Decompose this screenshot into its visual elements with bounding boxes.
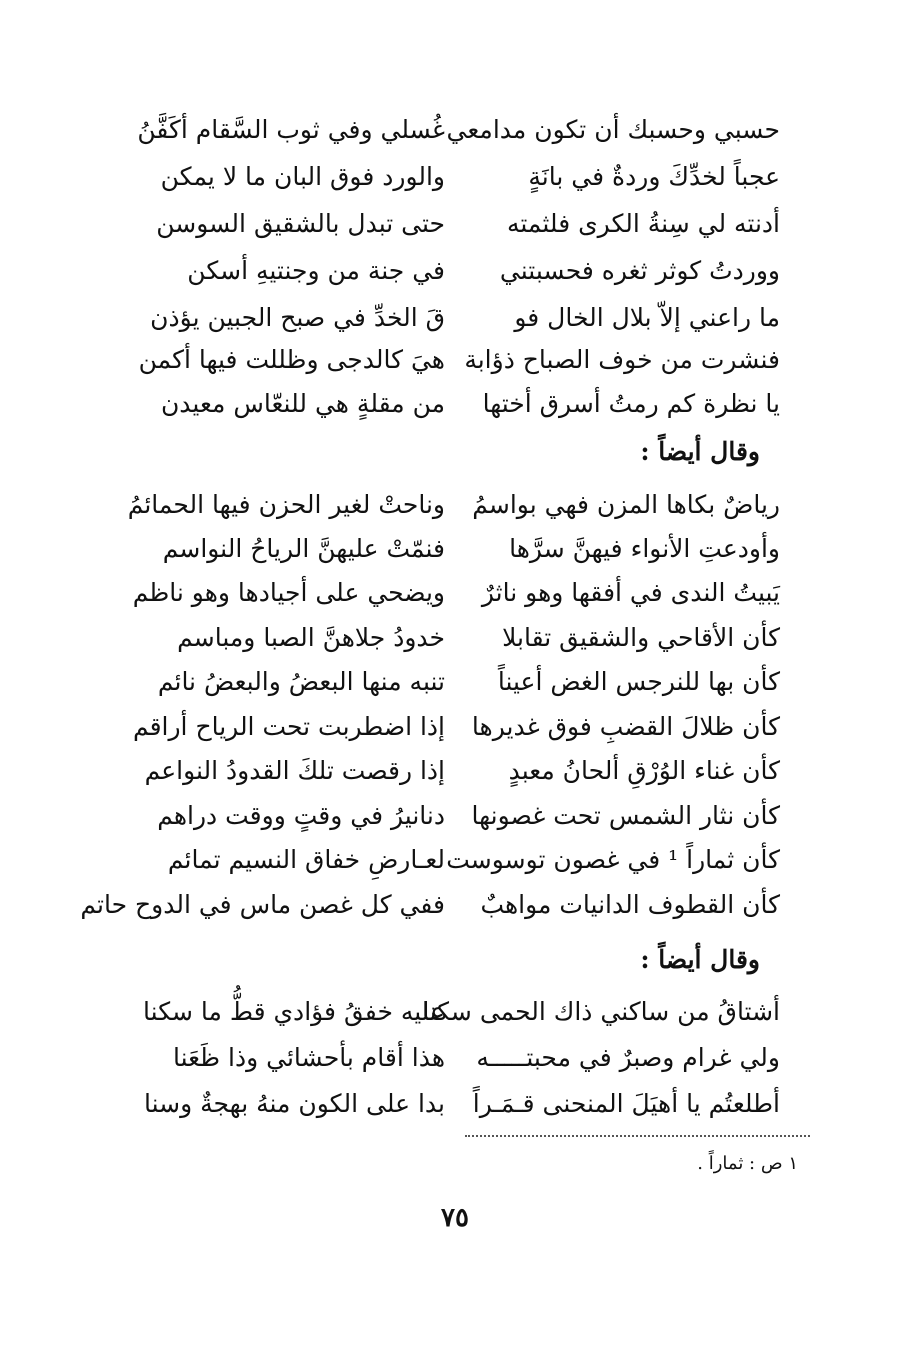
verse-second-hemistich: تنبه منها البعضُ والبعضُ نائم [157, 667, 445, 696]
verse-second-hemistich: دنانيرُ في وقتٍ ووقت دراهم [157, 801, 445, 830]
verse-second-hemistich: وناحتْ لغير الحزن فيها الحمائمُ [127, 490, 445, 519]
verse-first-hemistich: حسبي وحسبك أن تكون مدامعي [446, 115, 780, 144]
verse-second-hemistich: غُسلي وفي ثوب السَّقام أكَفَّنُ [137, 115, 445, 144]
verse-second-hemistich: هيَ كالدجى وظللت فيها أكمن [138, 345, 445, 374]
verse-first-hemistich: ما راعني إلاّ بلال الخال فو [514, 303, 780, 332]
verse-first-hemistich: أطلعتُم يا أهيَلَ المنحنى قـمَـراً [472, 1089, 780, 1118]
page-number: ٧٥ [441, 1203, 469, 1233]
verse-second-hemistich: حتى تبدل بالشقيق السوسن [156, 209, 445, 238]
verse-second-hemistich: فنمّتْ عليهنَّ الرياحُ النواسم [162, 534, 445, 563]
verse-first-hemistich: كأن الأقاحي والشقيق تقابلا [502, 623, 780, 652]
verse-second-hemistich: إذا رقصت تلكَ القدودُ النواعم [144, 756, 445, 785]
verse-first-hemistich: كأن ثماراً ¹ في غصون توسوست [446, 845, 780, 874]
verse-second-hemistich: ويضحي على أجيادها وهو ناظم [132, 578, 445, 607]
verse-second-hemistich: هذا أقام بأحشائي وذا ظَعَنا [172, 1043, 445, 1072]
verse-first-hemistich: كأن ظلالَ القضبِ فوق غديرها [471, 712, 780, 741]
verse-first-hemistich: يَبيتُ الندى في أفقها وهو ناثرٌ [481, 578, 780, 607]
verse-second-hemistich: في جنة من وجنتيهِ أسكن [187, 256, 445, 285]
verse-first-hemistich: فنشرت من خوف الصباح ذؤابة [464, 345, 780, 374]
verse-first-hemistich: كأن نثار الشمس تحت غصونها [471, 801, 780, 830]
verse-first-hemistich: عجباً لخدِّكَ وردةٌ في بانَةٍ [528, 162, 780, 191]
verse-second-hemistich: خدودُ جلاهنَّ الصبا ومباسم [177, 623, 445, 652]
section-intro: وقال أيضاً : [640, 945, 760, 974]
verse-second-hemistich: من مقلةٍ هي للنعّاس معيدن [160, 389, 445, 418]
verse-first-hemistich: كأن غناء الوُرْقِ ألحانُ معبدٍ [508, 756, 780, 785]
verse-first-hemistich: وأودعتِ الأنواء فيهنَّ سرَّها [509, 534, 780, 563]
section-intro: وقال أيضاً : [640, 437, 760, 466]
verse-first-hemistich: ولي غرام وصبرٌ في محبتـــــه [476, 1043, 780, 1072]
verse-first-hemistich: يا نظرة كم رمتُ أسرق أختها [482, 389, 780, 418]
verse-second-hemistich: بدا على الكون منهُ بهجةٌ وسنا [144, 1089, 445, 1118]
verse-second-hemistich: قَ الخدِّ في صبح الجبين يؤذن [150, 303, 445, 332]
verse-second-hemistich: عليه خفقُ فؤادي قطُّ ما سكنا [143, 997, 445, 1026]
verse-first-hemistich: أشتاقُ من ساكني ذاك الحمى سكنا [421, 997, 780, 1026]
verse-first-hemistich: كأن القطوف الدانيات مواهبٌ [480, 890, 780, 919]
verse-second-hemistich: لعـارضِ خفاق النسيم تمائم [167, 845, 445, 874]
footnote-divider [465, 1135, 810, 1137]
verse-first-hemistich: كأن بها للنرجس الغض أعيناً [497, 667, 780, 696]
verse-first-hemistich: أدنته لي سِنةُ الكرى فلثمته [506, 209, 780, 238]
verse-second-hemistich: إذا اضطربت تحت الرياح أراقم [132, 712, 445, 741]
footnote: ١ ص : ثماراً . [697, 1153, 798, 1174]
verse-first-hemistich: رياضٌ بكاها المزن فهي بواسمُ [472, 490, 780, 519]
verse-second-hemistich: ففي كل غصن ماس في الدوح حاتم [80, 890, 445, 919]
verse-second-hemistich: والورد فوق البان ما لا يمكن [160, 162, 445, 191]
verse-first-hemistich: ووردتُ كوثر ثغره فحسبتني [499, 256, 780, 285]
